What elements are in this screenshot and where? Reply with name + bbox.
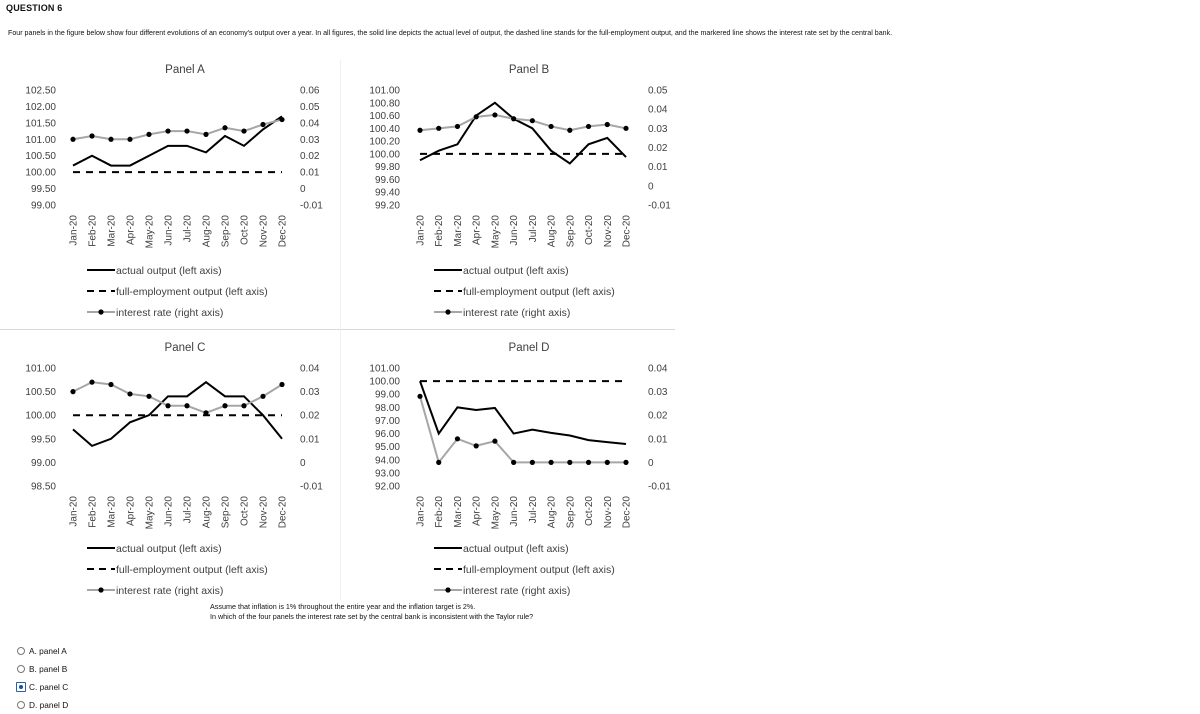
right-axis-tick-label: 0 — [300, 184, 306, 196]
x-axis-month-label: May-20 — [144, 215, 156, 249]
interest-rate-marker — [586, 124, 591, 129]
x-axis-month-label: Sep-20 — [220, 496, 232, 529]
interest-rate-marker — [184, 128, 189, 133]
interest-rate-marker — [241, 403, 246, 408]
x-axis-month-label: Jul-20 — [182, 215, 194, 243]
left-axis-tick-label: 99.00 — [30, 200, 56, 212]
interest-rate-marker — [70, 389, 75, 394]
left-axis-tick-label: 99.50 — [30, 184, 56, 196]
left-axis-tick-label: 101.50 — [25, 118, 56, 130]
legend-actual-label: actual output (left axis) — [463, 265, 569, 277]
left-axis-tick-label: 100.00 — [369, 376, 400, 388]
actual-output-line — [73, 116, 282, 165]
answer-options — [17, 642, 68, 714]
interest-rate-marker — [222, 125, 227, 130]
left-axis-tick-label: 100.50 — [25, 387, 56, 399]
actual-output-line — [420, 381, 626, 444]
right-axis-tick-label: 0.04 — [300, 363, 320, 375]
interest-rate-marker — [222, 403, 227, 408]
interest-rate-marker — [623, 126, 628, 131]
left-axis-tick-label: 102.50 — [25, 85, 56, 97]
interest-rate-marker — [511, 116, 516, 121]
chart-legend — [87, 543, 268, 597]
interest-rate-marker — [492, 439, 497, 444]
chart-legend — [434, 265, 615, 319]
left-axis-tick-label: 101.00 — [369, 85, 400, 97]
x-axis-month-label: May-20 — [490, 215, 502, 249]
right-axis-tick-label: 0.03 — [648, 387, 668, 399]
panel-title: Panel B — [508, 64, 550, 76]
right-axis-tick-label: 0.01 — [648, 434, 668, 446]
x-axis-month-label: Mar-20 — [452, 215, 464, 247]
interest-rate-marker — [548, 460, 553, 465]
left-axis-tick-label: 97.00 — [374, 415, 400, 427]
x-axis-month-label: Sep-20 — [565, 496, 577, 529]
question-intro: Four panels in the figure below show four different evolutions of an economy's output over a year. In all figures, the solid line depicts the actual level of output, the dashed line stands for the full-employment output, and the markered line shows the interest rate set by the central bank. — [8, 29, 893, 37]
x-axis-month-label: Jun-20 — [163, 496, 175, 527]
right-axis-tick-label: 0.01 — [300, 434, 320, 446]
option-c[interactable] — [17, 678, 68, 696]
panel-title: Panel D — [508, 342, 550, 354]
legend-rate-label: interest rate (right axis) — [463, 307, 571, 319]
x-axis-month-label: Dec-20 — [277, 215, 289, 248]
interest-rate-marker — [279, 382, 284, 387]
legend-actual-label: actual output (left axis) — [463, 543, 569, 555]
assumption-text: Assume that inflation is 1% throughout the entire year and the inflation target is 2%. — [210, 602, 476, 611]
left-axis-tick-label: 99.00 — [374, 389, 400, 401]
panel-title: Panel A — [165, 64, 205, 76]
left-axis-tick-label: 92.00 — [374, 481, 400, 493]
interest-rate-marker — [146, 394, 151, 399]
legend-rate-marker — [445, 309, 450, 314]
interest-rate-marker — [548, 124, 553, 129]
x-axis-month-label: Oct-20 — [584, 215, 596, 246]
interest-rate-marker — [474, 443, 479, 448]
interest-rate-marker — [241, 128, 246, 133]
x-axis-month-label: Aug-20 — [546, 496, 558, 529]
x-axis-month-label: Jun-20 — [163, 215, 175, 246]
x-axis-month-label: Aug-20 — [201, 215, 213, 248]
interest-rate-marker — [260, 122, 265, 127]
x-axis-month-label: Oct-20 — [584, 496, 596, 527]
interest-rate-line — [73, 382, 282, 413]
left-axis-tick-label: 99.40 — [374, 187, 400, 199]
legend-rate-marker — [445, 587, 450, 592]
left-axis-tick-label: 100.00 — [25, 410, 56, 422]
x-axis-month-label: Jul-20 — [527, 215, 539, 243]
x-axis-month-label: Jan-20 — [415, 496, 427, 527]
x-axis-month-label: Sep-20 — [565, 215, 577, 248]
x-axis-month-label: Nov-20 — [602, 215, 614, 248]
interest-rate-marker — [530, 460, 535, 465]
right-axis-tick-label: 0.06 — [300, 85, 320, 97]
right-axis-tick-label: 0.02 — [300, 410, 320, 422]
interest-rate-marker — [455, 124, 460, 129]
interest-rate-marker — [108, 382, 113, 387]
x-axis-month-label: Apr-20 — [125, 215, 137, 246]
right-axis-tick-label: -0.01 — [648, 200, 671, 212]
radio-button[interactable] — [17, 665, 25, 673]
x-axis-month-label: Oct-20 — [239, 496, 251, 527]
left-axis-tick-label: 98.00 — [374, 402, 400, 414]
right-axis-tick-label: 0 — [648, 181, 654, 193]
right-axis-tick-label: 0 — [300, 457, 306, 469]
x-axis-month-label: Sep-20 — [220, 215, 232, 248]
left-axis-tick-label: 94.00 — [374, 455, 400, 467]
right-axis-tick-label: 0.03 — [648, 123, 668, 135]
interest-rate-marker — [89, 380, 94, 385]
left-axis-tick-label: 93.00 — [374, 468, 400, 480]
legend-full-label: full-employment output (left axis) — [116, 286, 268, 298]
legend-rate-label: interest rate (right axis) — [116, 307, 224, 319]
legend-actual-label: actual output (left axis) — [116, 265, 222, 277]
left-axis-tick-label: 99.60 — [374, 174, 400, 186]
x-axis-month-label: Nov-20 — [602, 496, 614, 529]
radio-button[interactable] — [17, 647, 25, 655]
x-axis-month-label: Aug-20 — [201, 496, 213, 529]
left-axis-tick-label: 101.00 — [25, 363, 56, 375]
interest-rate-marker — [260, 394, 265, 399]
left-axis-tick-label: 99.80 — [374, 162, 400, 174]
left-axis-tick-label: 101.00 — [369, 363, 400, 375]
left-axis-tick-label: 100.40 — [369, 123, 400, 135]
panel-c-chart — [0, 333, 342, 603]
interest-rate-line — [73, 120, 282, 140]
interest-rate-marker — [279, 117, 284, 122]
x-axis-month-label: Jun-20 — [509, 496, 521, 527]
right-axis-tick-label: 0.01 — [648, 162, 668, 174]
panel-row-divider — [0, 329, 675, 330]
left-axis-tick-label: 100.20 — [369, 136, 400, 148]
left-axis-tick-label: 96.00 — [374, 429, 400, 441]
interest-rate-line — [420, 396, 626, 462]
panel-a-chart — [0, 55, 342, 325]
left-axis-tick-label: 102.00 — [25, 101, 56, 113]
x-axis-month-label: Jan-20 — [415, 215, 427, 246]
x-axis-month-label: Dec-20 — [621, 215, 633, 248]
interest-rate-marker — [108, 137, 113, 142]
interest-rate-marker — [127, 137, 132, 142]
interest-rate-marker — [567, 128, 572, 133]
legend-rate-marker — [98, 587, 103, 592]
right-axis-tick-label: 0 — [648, 457, 654, 469]
x-axis-month-label: Mar-20 — [106, 215, 118, 247]
legend-full-label: full-employment output (left axis) — [463, 564, 615, 576]
x-axis-month-label: Jan-20 — [68, 215, 80, 246]
right-axis-tick-label: 0.02 — [648, 410, 668, 422]
left-axis-tick-label: 101.00 — [25, 134, 56, 146]
x-axis-month-label: Jan-20 — [68, 496, 80, 527]
left-axis-tick-label: 100.80 — [369, 98, 400, 110]
question-header: QUESTION 6 — [6, 3, 63, 13]
interest-rate-marker — [70, 137, 75, 142]
x-axis-month-label: Nov-20 — [258, 496, 270, 529]
interest-rate-marker — [605, 122, 610, 127]
left-axis-tick-label: 100.00 — [369, 149, 400, 161]
radio-button[interactable] — [17, 701, 25, 709]
legend-rate-marker — [98, 309, 103, 314]
left-axis-tick-label: 95.00 — [374, 442, 400, 454]
interest-rate-marker — [203, 410, 208, 415]
panel-d-chart — [342, 333, 680, 603]
x-axis-month-label: Apr-20 — [125, 496, 137, 527]
x-axis-month-label: Dec-20 — [277, 496, 289, 529]
x-axis-month-label: Feb-20 — [87, 215, 99, 247]
x-axis-month-label: Feb-20 — [434, 496, 446, 528]
interest-rate-marker — [184, 403, 189, 408]
legend-actual-label: actual output (left axis) — [116, 543, 222, 555]
panel-col-divider — [340, 60, 341, 600]
right-axis-tick-label: 0.04 — [648, 104, 668, 116]
left-axis-tick-label: 99.50 — [30, 434, 56, 446]
x-axis-month-label: May-20 — [490, 496, 502, 530]
legend-rate-label: interest rate (right axis) — [116, 585, 224, 597]
interest-rate-marker — [586, 460, 591, 465]
interest-rate-marker — [623, 460, 628, 465]
right-axis-tick-label: 0.01 — [300, 167, 320, 179]
interest-rate-marker — [165, 403, 170, 408]
option-label: A. panel A — [29, 646, 67, 656]
interest-rate-marker — [127, 391, 132, 396]
interest-rate-marker — [511, 460, 516, 465]
x-axis-month-label: Feb-20 — [87, 496, 99, 528]
legend-full-label: full-employment output (left axis) — [116, 564, 268, 576]
interest-rate-marker — [455, 436, 460, 441]
right-axis-tick-label: 0.04 — [300, 118, 320, 130]
x-axis-month-label: Feb-20 — [434, 215, 446, 247]
option-a[interactable] — [17, 642, 68, 660]
left-axis-tick-label: 99.20 — [374, 200, 400, 212]
left-axis-tick-label: 100.60 — [369, 111, 400, 123]
x-axis-month-label: Mar-20 — [452, 496, 464, 528]
option-b[interactable] — [17, 660, 68, 678]
question-prompt: In which of the four panels the interest rate set by the central bank is inconsistent with the Taylor rule? — [210, 612, 534, 621]
left-axis-tick-label: 99.00 — [30, 457, 56, 469]
option-label: B. panel B — [29, 664, 68, 674]
x-axis-month-label: Apr-20 — [471, 496, 483, 527]
interest-rate-marker — [89, 133, 94, 138]
interest-rate-marker — [436, 460, 441, 465]
x-axis-month-label: Jul-20 — [182, 496, 194, 524]
chart-legend — [434, 543, 615, 597]
option-d[interactable] — [17, 696, 68, 714]
interest-rate-marker — [492, 112, 497, 117]
option-label: C. panel C — [29, 682, 69, 692]
interest-rate-marker — [474, 114, 479, 119]
interest-rate-marker — [530, 118, 535, 123]
x-axis-month-label: Jul-20 — [527, 496, 539, 524]
x-axis-month-label: Dec-20 — [621, 496, 633, 529]
right-axis-tick-label: 0.03 — [300, 387, 320, 399]
right-axis-tick-label: 0.04 — [648, 363, 668, 375]
panel-b-chart — [342, 55, 680, 325]
actual-output-line — [73, 382, 282, 446]
interest-rate-marker — [417, 394, 422, 399]
legend-rate-label: interest rate (right axis) — [463, 585, 571, 597]
legend-full-label: full-employment output (left axis) — [463, 286, 615, 298]
right-axis-tick-label: -0.01 — [300, 481, 323, 493]
x-axis-month-label: Oct-20 — [239, 215, 251, 246]
interest-rate-marker — [567, 460, 572, 465]
right-axis-tick-label: 0.03 — [300, 134, 320, 146]
interest-rate-marker — [605, 460, 610, 465]
panel-title: Panel C — [164, 342, 206, 354]
left-axis-tick-label: 100.50 — [25, 151, 56, 163]
right-axis-tick-label: 0.05 — [300, 101, 320, 113]
x-axis-month-label: Apr-20 — [471, 215, 483, 246]
chart-legend — [87, 265, 268, 319]
x-axis-month-label: Aug-20 — [546, 215, 558, 248]
x-axis-month-label: Nov-20 — [258, 215, 270, 248]
interest-rate-marker — [203, 132, 208, 137]
x-axis-month-label: May-20 — [144, 496, 156, 530]
option-label: D. panel D — [29, 700, 69, 710]
radio-button-selected[interactable] — [16, 682, 26, 692]
right-axis-tick-label: -0.01 — [648, 481, 671, 493]
interest-rate-marker — [436, 126, 441, 131]
x-axis-month-label: Mar-20 — [106, 496, 118, 528]
right-axis-tick-label: -0.01 — [300, 200, 323, 212]
right-axis-tick-label: 0.02 — [300, 151, 320, 163]
x-axis-month-label: Jun-20 — [509, 215, 521, 246]
right-axis-tick-label: 0.02 — [648, 143, 668, 154]
left-axis-tick-label: 98.50 — [30, 481, 56, 493]
left-axis-tick-label: 100.00 — [25, 167, 56, 179]
right-axis-tick-label: 0.05 — [648, 85, 668, 97]
interest-rate-marker — [165, 128, 170, 133]
interest-rate-marker — [146, 132, 151, 137]
interest-rate-marker — [417, 128, 422, 133]
